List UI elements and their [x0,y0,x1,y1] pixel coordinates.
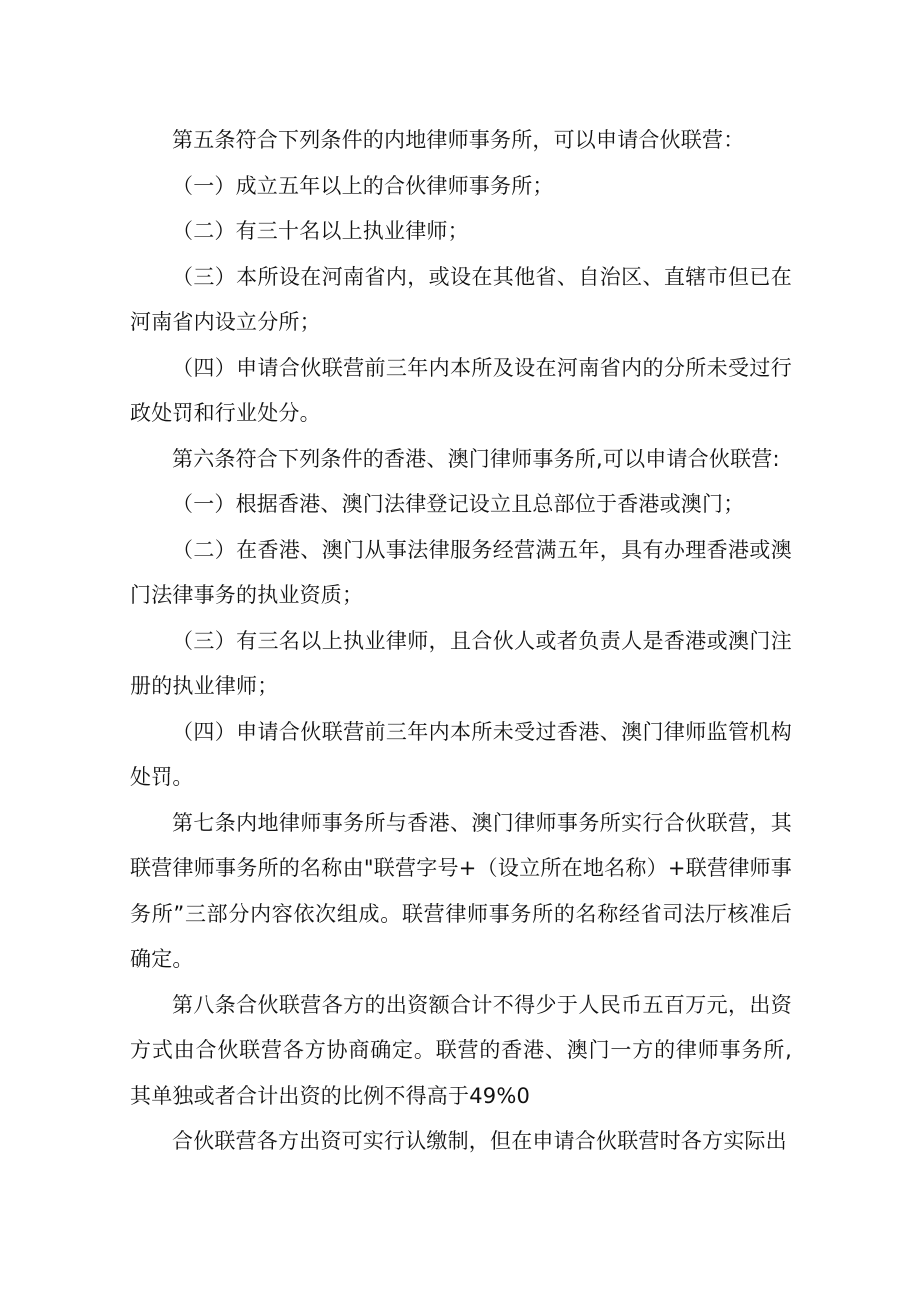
paragraph-article-5: 第五条符合下列条件的内地律师事务所，可以申请合伙联营： [172,128,745,152]
paragraph-article-5-item-1: （一）成立五年以上的合伙律师事务所； [172,173,554,198]
paragraph-article-6-item-2: （二）在香港、澳门从事法律服务经营满五年，具有办理香港或澳门法律事务的执业资质； [130,537,792,607]
paragraph-article-8: 第八条合伙联营各方的出资额合计不得少于人民币五百万元，出资方式由合伙联营各方协商确定。联营的香港、澳门一方的律师事务所,其单独或者合计出资的比例不得高于49%0 [130,992,792,1108]
paragraph-article-8-continued: 合伙联营各方出资可实行认缴制，但在申请合伙联营时各方实际出 [172,1129,787,1153]
paragraph-article-6-item-3: （三）有三名以上执业律师，且合伙人或者负责人是香港或澳门注册的执业律师； [130,628,792,698]
paragraph-article-6-item-1: （一）根据香港、澳门法律登记设立且总部位于香港或澳门； [172,492,745,516]
paragraph-article-6: 第六条符合下列条件的香港、澳门律师事务所,可以申请合伙联营: [172,446,780,471]
paragraph-article-5-item-3: （三）本所设在河南省内，或设在其他省、自治区、直辖市但已在河南省内设立分所； [130,264,792,334]
paragraph-article-5-item-2: （二）有三十名以上执业律师； [172,219,469,243]
paragraph-article-7: 第七条内地律师事务所与香港、澳门律师事务所实行合伙联营，其联营律师事务所的名称由"联营字号+（设立所在地名称）+联营律师事务所”三部分内容依次组成。联营律师事务所的名称经省司法厅核准后确定。 [130,810,792,971]
paragraph-article-6-item-4: （四）申请合伙联营前三年内本所未受过香港、澳门律师监管机构处罚。 [130,719,792,789]
paragraph-article-5-item-4: （四）申请合伙联营前三年内本所及设在河南省内的分所未受过行政处罚和行业处分。 [130,355,792,425]
